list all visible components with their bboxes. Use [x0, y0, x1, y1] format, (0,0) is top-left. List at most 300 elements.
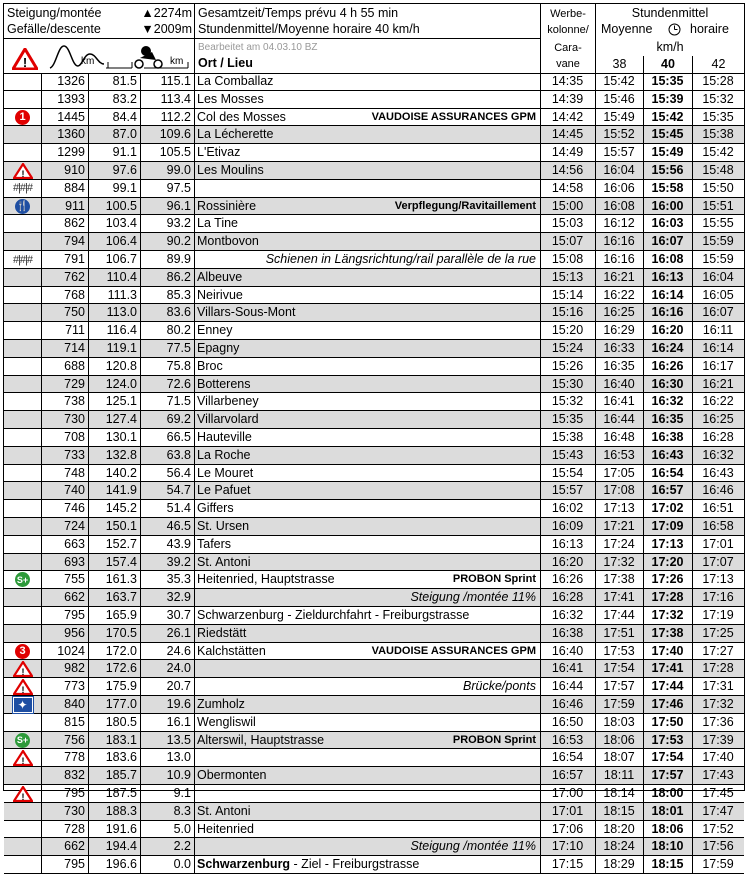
- place-cell: Rossinière: [197, 198, 257, 213]
- km-done-cell: 106.4: [105, 234, 137, 249]
- altitude-cell: 768: [64, 287, 85, 302]
- altitude-cell: 748: [64, 465, 85, 480]
- altitude-cell: 1445: [57, 109, 85, 124]
- table-row: [4, 340, 744, 358]
- altitude-cell: 956: [64, 625, 85, 640]
- place-cell: Broc: [197, 358, 223, 373]
- time-42-cell: 17:28: [702, 661, 734, 676]
- table-row: [4, 482, 744, 500]
- km-remaining-cell: 26.1: [166, 625, 191, 640]
- place-cell: Heitenried, Hauptstrasse: [197, 572, 335, 587]
- altitude-cell: 728: [64, 821, 85, 836]
- table-row: [4, 376, 744, 394]
- time-38-cell: 17:44: [603, 608, 635, 622]
- place-cell: La Tine: [197, 216, 239, 231]
- km-done-cell: 191.6: [105, 821, 137, 836]
- time-38-cell: 16:21: [603, 269, 635, 284]
- place-cell: St. Antoni: [197, 803, 251, 818]
- avg-header: Stundenmittel: [631, 6, 709, 20]
- km-done-cell: 110.4: [106, 269, 137, 284]
- place-cell: Alterswil, Hauptstrasse: [197, 732, 325, 747]
- time-38-cell: 18:15: [603, 803, 635, 818]
- km-remaining-cell: 13.5: [166, 732, 191, 747]
- km-remaining-cell: 19.6: [166, 697, 191, 711]
- time-38-cell: 16:44: [603, 412, 635, 427]
- place-note: PROBON Sprint: [452, 733, 536, 746]
- altitude-cell: 762: [64, 269, 85, 284]
- km-remaining-cell: 69.2: [166, 412, 191, 427]
- svg-text:!: !: [21, 791, 24, 802]
- gpm-number-icon: 3: [4, 643, 41, 660]
- km-remaining-cell: 97.5: [166, 180, 191, 195]
- time-40-cell: 17:32: [651, 608, 684, 622]
- table-row: [4, 643, 744, 661]
- table-row: [4, 411, 744, 429]
- time-42-cell: 17:32: [702, 697, 734, 711]
- km-remaining-cell: 54.7: [166, 483, 191, 498]
- clock-icon: [668, 23, 681, 41]
- time-40-cell: 16:14: [651, 287, 684, 302]
- time-38-cell: 17:08: [603, 483, 635, 498]
- altitude-cell: 662: [64, 590, 85, 605]
- time-40-cell: 18:01: [651, 803, 684, 818]
- time-42-cell: 17:56: [702, 839, 734, 854]
- place-cell: Riedstätt: [197, 625, 247, 640]
- table-row: [4, 607, 744, 625]
- table-row: [4, 73, 744, 91]
- caravan-time-cell: 16:02: [551, 501, 584, 516]
- time-38-cell: 17:05: [603, 465, 635, 480]
- table-row: [4, 91, 744, 109]
- altitude-cell: 911: [65, 198, 85, 213]
- altitude-cell: 756: [64, 732, 85, 747]
- place-cell: Schwarzenburg - Ziel - Freiburgstrasse: [197, 857, 420, 872]
- table-row: [4, 767, 744, 785]
- caravan-time-cell: 17:15: [551, 857, 584, 872]
- km-done-cell: 175.9: [105, 679, 137, 694]
- climb-total: ▲2274m: [141, 6, 192, 20]
- svg-text:!: !: [22, 55, 28, 70]
- time-42-cell: 15:28: [702, 74, 734, 88]
- time-40-cell: 16:20: [651, 323, 684, 338]
- time-40-cell: 16:57: [651, 483, 684, 498]
- km-remaining-cell: 5.0: [173, 821, 191, 836]
- table-row: [4, 162, 744, 180]
- time-38-cell: 16:48: [603, 430, 635, 444]
- km-remaining-cell: 72.6: [166, 376, 191, 391]
- km-done-cell: 145.2: [105, 501, 137, 516]
- time-38-cell: 16:53: [603, 447, 635, 462]
- time-40-cell: 17:50: [651, 714, 684, 729]
- table-row: [4, 393, 744, 411]
- km-remaining-cell: 96.1: [166, 198, 191, 213]
- place-cell: Villarvolard: [197, 412, 259, 427]
- place-cell: Le Mouret: [197, 465, 254, 480]
- table-row: [4, 198, 744, 216]
- table-row: [4, 215, 744, 233]
- time-38-cell: 15:52: [603, 127, 635, 142]
- place-header: Ort / Lieu: [198, 56, 253, 70]
- table-row: [4, 749, 744, 767]
- caravan-time-cell: 16:38: [551, 625, 584, 640]
- time-38-cell: 17:59: [603, 697, 635, 711]
- time-38-cell: 17:24: [603, 536, 635, 551]
- time-38-cell: 16:35: [603, 358, 635, 373]
- caravan-time-cell: 16:28: [551, 590, 584, 605]
- km-remaining-cell: 24.6: [166, 643, 191, 658]
- route-table: [3, 3, 745, 872]
- altitude-cell: 711: [65, 323, 85, 338]
- time-40-cell: 17:53: [651, 732, 684, 747]
- caravan-time-cell: 16:32: [551, 608, 584, 622]
- table-row: [4, 144, 744, 162]
- time-38-cell: 18:07: [603, 750, 635, 765]
- km-done-cell: 111.3: [107, 287, 137, 302]
- km-done-cell: 150.1: [105, 519, 137, 533]
- place-cell: Villars-Sous-Mont: [197, 305, 296, 320]
- time-42-cell: 17:19: [702, 608, 734, 622]
- km-remaining-cell: 99.0: [166, 163, 191, 177]
- time-40-cell: 16:43: [651, 447, 684, 462]
- svg-text:!: !: [21, 684, 24, 695]
- caravan-time-cell: 16:57: [551, 768, 584, 783]
- time-40-cell: 16:13: [651, 269, 684, 284]
- time-42-cell: 16:51: [702, 501, 734, 516]
- place-cell: La Roche: [197, 447, 251, 462]
- time-42-cell: 16:17: [702, 358, 734, 373]
- rail-crossing-icon: #|#|#: [12, 253, 33, 266]
- time-38-cell: 17:51: [603, 625, 635, 640]
- altitude-cell: 832: [64, 768, 85, 783]
- caravan-header-4: vane: [556, 58, 580, 70]
- place-cell: Le Pafuet: [197, 483, 251, 498]
- time-38-cell: 16:25: [603, 305, 635, 320]
- place-cell: [194, 660, 540, 677]
- km-done-cell: 127.4: [105, 412, 137, 427]
- time-42-cell: 17:40: [702, 750, 734, 765]
- altitude-cell: 840: [64, 697, 85, 711]
- caravan-time-cell: 16:20: [551, 554, 584, 569]
- time-38-cell: 16:06: [603, 180, 635, 195]
- speed-40-header: 40: [661, 57, 675, 71]
- table-row: [4, 465, 744, 483]
- caravan-time-cell: 16:26: [551, 572, 584, 587]
- km-done-cell: 194.4: [105, 839, 137, 854]
- time-40-cell: 17:28: [651, 590, 684, 605]
- time-42-cell: 17:39: [702, 732, 734, 747]
- place-cell: Giffers: [197, 501, 234, 516]
- altitude-cell: 1326: [57, 74, 85, 88]
- time-42-cell: 17:01: [702, 536, 734, 551]
- km-done-cell: 87.0: [112, 127, 137, 142]
- time-38-cell: 16:12: [603, 216, 635, 231]
- time-38-cell: 15:57: [603, 145, 635, 160]
- time-40-cell: 16:07: [651, 234, 684, 249]
- time-42-cell: 16:14: [702, 341, 734, 355]
- table-header: [4, 4, 744, 74]
- sprint-icon: S+: [4, 732, 41, 749]
- km-remaining-cell: 71.5: [166, 394, 191, 409]
- time-40-cell: 17:38: [651, 625, 684, 640]
- caravan-time-cell: 15:20: [551, 323, 584, 338]
- time-38-cell: 15:46: [603, 91, 635, 106]
- km-done-cell: 185.7: [105, 768, 137, 783]
- altitude-cell: 795: [64, 608, 85, 622]
- km-remaining-cell: 77.5: [166, 341, 191, 355]
- time-40-cell: 16:35: [651, 412, 684, 427]
- time-42-cell: 15:35: [702, 109, 734, 124]
- place-cell: Zumholz: [197, 697, 245, 711]
- place-cell: Schwarzenburg - Zieldurchfahrt - Freiburgstrasse: [197, 608, 470, 622]
- table-row: [4, 429, 744, 447]
- time-42-cell: 16:46: [702, 483, 734, 498]
- caravan-time-cell: 16:46: [551, 697, 584, 711]
- caravan-time-cell: 14:49: [551, 145, 584, 160]
- caravan-time-cell: 15:16: [551, 305, 584, 320]
- time-42-cell: 16:25: [702, 412, 734, 427]
- time-42-cell: 17:07: [702, 554, 734, 569]
- altitude-cell: 750: [64, 305, 85, 320]
- km-done-cell: 140.2: [105, 465, 137, 480]
- km-remaining-cell: 30.7: [166, 608, 191, 622]
- time-40-cell: 18:15: [651, 857, 684, 872]
- table-row: [4, 518, 744, 536]
- caravan-time-cell: 15:30: [551, 376, 584, 391]
- caravan-time-cell: 16:44: [551, 679, 584, 694]
- table-row: [4, 821, 744, 839]
- km-done-cell: 163.7: [105, 590, 137, 605]
- time-40-cell: 17:46: [651, 697, 684, 711]
- time-42-cell: 17:27: [702, 643, 734, 658]
- altitude-cell: 910: [64, 163, 85, 177]
- caravan-time-cell: 17:01: [551, 803, 584, 818]
- km-remaining-cell: 8.3: [173, 803, 191, 818]
- time-42-cell: 17:31: [702, 679, 734, 694]
- table-row: [4, 358, 744, 376]
- altitude-cell: 729: [64, 376, 85, 391]
- time-40-cell: 17:20: [651, 554, 684, 569]
- place-note: VAUDOISE ASSURANCES GPM: [371, 644, 536, 657]
- time-38-cell: 18:29: [603, 857, 635, 872]
- km-remaining-cell: 93.2: [166, 216, 191, 231]
- time-42-cell: 17:47: [702, 803, 734, 818]
- time-42-cell: 17:43: [702, 768, 734, 783]
- km-done-cell: 161.3: [105, 572, 137, 587]
- time-42-cell: 17:25: [702, 625, 734, 640]
- time-40-cell: 16:03: [651, 216, 684, 231]
- caravan-time-cell: 16:40: [551, 643, 584, 658]
- time-38-cell: 16:41: [603, 394, 635, 409]
- time-40-cell: 16:30: [651, 376, 684, 391]
- km-done-cell: 180.5: [105, 714, 137, 729]
- place-note: Brücke/ponts: [463, 679, 536, 694]
- time-42-cell: 16:32: [702, 447, 734, 462]
- place-cell: Botterens: [197, 376, 251, 391]
- time-38-cell: 18:03: [603, 714, 635, 729]
- time-38-cell: 16:08: [603, 198, 635, 213]
- warning-triangle-icon: [4, 749, 41, 766]
- km-done-cell: 100.5: [105, 198, 137, 213]
- table-row: [4, 803, 744, 821]
- time-42-cell: 15:59: [702, 252, 734, 266]
- place-cell: La Lécherette: [197, 127, 274, 142]
- time-40-cell: 16:32: [651, 394, 684, 409]
- time-42-cell: 15:50: [702, 180, 734, 195]
- km-done-cell: 177.0: [105, 697, 137, 711]
- place-cell: [194, 785, 540, 802]
- km-remaining-cell: 105.5: [159, 145, 191, 160]
- roundabout-icon: ✦: [4, 696, 41, 713]
- altitude-cell: 738: [64, 394, 85, 409]
- time-38-cell: 16:16: [603, 252, 635, 266]
- km-label-1: km: [81, 56, 95, 67]
- table-row: [4, 785, 744, 803]
- time-38-cell: 16:22: [603, 287, 635, 302]
- feed-zone-icon: 🍴: [16, 200, 29, 212]
- table-row: [4, 625, 744, 643]
- km-done-cell: 188.3: [105, 803, 137, 818]
- avg-moyenne: Moyenne: [601, 22, 653, 36]
- time-42-cell: 17:52: [702, 821, 734, 836]
- caravan-time-cell: 17:10: [551, 839, 584, 854]
- km-done-cell: 152.7: [105, 536, 137, 551]
- avg-unit: km/h: [656, 40, 684, 54]
- km-remaining-cell: 89.9: [166, 252, 191, 266]
- time-42-cell: 16:11: [702, 323, 734, 338]
- km-remaining-cell: 86.2: [166, 269, 191, 284]
- time-38-cell: 16:04: [603, 163, 635, 177]
- km-remaining-cell: 63.8: [166, 447, 191, 462]
- caravan-time-cell: 15:35: [551, 412, 584, 427]
- table-row: [4, 269, 744, 287]
- table-row: [4, 233, 744, 251]
- place-cell: Hauteville: [197, 430, 252, 444]
- caravan-time-cell: 14:35: [551, 74, 584, 88]
- table-row: [4, 109, 744, 127]
- caravan-time-cell: 15:32: [551, 394, 584, 409]
- time-42-cell: 16:05: [702, 287, 734, 302]
- place-cell: Obermonten: [197, 768, 267, 783]
- caravan-time-cell: 16:50: [551, 714, 584, 729]
- total-time: Gesamtzeit/Temps prévu 4 h 55 min: [198, 6, 399, 20]
- time-42-cell: 16:28: [702, 430, 734, 444]
- km-done-cell: 106.7: [105, 252, 137, 266]
- altitude-cell: 708: [64, 430, 85, 444]
- time-38-cell: 18:24: [603, 839, 635, 854]
- gpm-number-icon: 1: [4, 109, 41, 126]
- km-remaining-cell: 115.1: [160, 74, 191, 88]
- time-38-cell: 17:21: [603, 519, 635, 533]
- table-row: [4, 571, 744, 589]
- time-40-cell: 16:16: [651, 305, 684, 320]
- time-38-cell: 18:14: [603, 786, 635, 800]
- table-row: [4, 589, 744, 607]
- km-done-cell: 116.4: [106, 323, 137, 338]
- km-remaining-cell: 83.6: [166, 305, 191, 320]
- table-row: [4, 126, 744, 144]
- km-done-cell: 130.1: [105, 430, 137, 444]
- descent-total: ▼2009m: [141, 22, 192, 36]
- warning-triangle-icon: [4, 785, 41, 802]
- place-cell: Les Mosses: [197, 91, 264, 106]
- km-done-cell: 124.0: [105, 376, 137, 391]
- time-38-cell: 18:06: [603, 732, 635, 747]
- table-row: [4, 838, 744, 856]
- time-42-cell: 17:13: [702, 572, 734, 587]
- caravan-time-cell: 14:56: [551, 163, 584, 177]
- time-42-cell: 17:36: [702, 714, 734, 729]
- caravan-time-cell: 17:00: [551, 786, 584, 800]
- table-row: [4, 287, 744, 305]
- time-40-cell: 17:02: [651, 501, 684, 516]
- time-38-cell: 15:42: [603, 74, 635, 88]
- edited-note: Bearbeitet am 04.03.10 BZ: [198, 42, 318, 53]
- place-cell: Neirivue: [197, 287, 243, 302]
- time-42-cell: 16:21: [702, 376, 734, 391]
- km-done-cell: 196.6: [105, 857, 137, 872]
- table-row: [4, 856, 744, 874]
- time-42-cell: 15:32: [702, 91, 734, 106]
- altitude-cell: 1024: [57, 643, 85, 658]
- altitude-cell: 755: [64, 572, 85, 587]
- place-cell: L'Etivaz: [197, 145, 241, 160]
- place-cell: [194, 180, 540, 197]
- km-done-cell: 83.2: [112, 91, 137, 106]
- km-done-cell: 172.6: [105, 661, 137, 676]
- time-42-cell: 16:43: [702, 465, 734, 480]
- table-row: [4, 304, 744, 322]
- warning-triangle-icon: [12, 48, 38, 75]
- caravan-time-cell: 15:43: [551, 447, 584, 462]
- km-remaining-cell: 9.1: [173, 786, 191, 800]
- altitude-cell: 733: [64, 447, 85, 462]
- place-cell: Wengliswil: [197, 714, 256, 729]
- time-42-cell: 15:42: [702, 145, 734, 160]
- km-remaining-cell: 16.1: [166, 714, 191, 729]
- km-done-cell: 172.0: [105, 643, 137, 658]
- km-remaining-cell: 113.4: [160, 91, 191, 106]
- time-42-cell: 17:59: [702, 857, 734, 872]
- altitude-cell: 740: [64, 483, 85, 498]
- time-38-cell: 17:41: [603, 590, 635, 605]
- time-42-cell: 15:55: [702, 216, 734, 231]
- caravan-time-cell: 15:24: [551, 341, 584, 355]
- time-42-cell: 15:38: [702, 127, 734, 142]
- time-40-cell: 17:40: [651, 643, 684, 658]
- km-done-cell: 84.4: [112, 109, 137, 124]
- km-done-cell: 81.5: [112, 74, 137, 88]
- svg-text:!: !: [21, 168, 24, 179]
- time-40-cell: 17:41: [651, 661, 684, 676]
- caravan-time-cell: 14:42: [551, 109, 584, 124]
- altitude-cell: 884: [64, 180, 85, 195]
- km-remaining-cell: 10.9: [166, 768, 191, 783]
- km-remaining-cell: 80.2: [166, 323, 191, 338]
- time-38-cell: 17:13: [603, 501, 635, 516]
- caravan-time-cell: 14:58: [551, 180, 584, 195]
- caravan-header-1: Werbe-: [550, 8, 586, 20]
- km-done-cell: 99.1: [112, 180, 137, 195]
- km-remaining-cell: 109.6: [159, 127, 191, 142]
- place-cell: [194, 749, 540, 766]
- table-row: [4, 678, 744, 696]
- time-40-cell: 18:06: [651, 821, 684, 836]
- place-cell: Montbovon: [197, 234, 259, 249]
- caravan-time-cell: 15:38: [551, 430, 584, 444]
- time-40-cell: 17:13: [651, 536, 684, 551]
- table-row: [4, 554, 744, 572]
- km-done-cell: 125.1: [105, 394, 137, 409]
